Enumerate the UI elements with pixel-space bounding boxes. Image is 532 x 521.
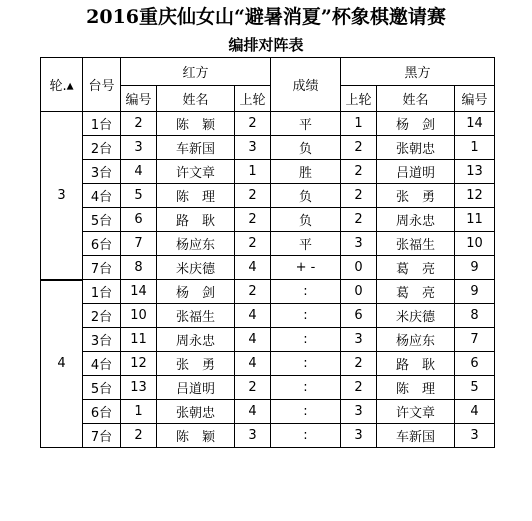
red-no-cell: 13 <box>121 376 157 400</box>
red-name-cell: 陈 理 <box>157 184 235 208</box>
black-no-cell: 14 <box>455 112 495 136</box>
table-row <box>41 160 495 184</box>
red-no-cell: 8 <box>121 256 157 280</box>
black-prev-cell: 3 <box>341 232 377 256</box>
black-side-header: 黑方 <box>341 58 495 86</box>
black-name-cell: 杨应东 <box>377 328 455 352</box>
table-row <box>41 280 495 304</box>
black-no-cell: 5 <box>455 376 495 400</box>
table-row <box>41 352 495 376</box>
red-name-cell: 米庆德 <box>157 256 235 280</box>
page-title: 2016重庆仙女山“避暑消夏”杯象棋邀请赛 <box>86 6 446 28</box>
result-cell: : <box>271 424 341 448</box>
red-no-cell: 6 <box>121 208 157 232</box>
black-prev-cell: 2 <box>341 184 377 208</box>
board-cell: 7台 <box>83 256 121 280</box>
red-no-cell: 1 <box>121 400 157 424</box>
red-name-cell: 路 耿 <box>157 208 235 232</box>
red-no-cell: 2 <box>121 424 157 448</box>
table-row <box>41 136 495 160</box>
board-cell: 3台 <box>83 160 121 184</box>
round-cell: 3 <box>41 112 83 280</box>
board-cell: 2台 <box>83 136 121 160</box>
board-cell: 6台 <box>83 232 121 256</box>
black-no-cell: 4 <box>455 400 495 424</box>
round-cell: 4 <box>41 280 83 448</box>
black-name-cell: 车新国 <box>377 424 455 448</box>
red-prev-cell: 2 <box>235 376 271 400</box>
red-prev-cell: 2 <box>235 184 271 208</box>
board-cell: 5台 <box>83 376 121 400</box>
red-name-cell: 张 勇 <box>157 352 235 376</box>
result-cell: 负 <box>271 208 341 232</box>
result-cell: : <box>271 376 341 400</box>
black-name-cell: 葛 亮 <box>377 256 455 280</box>
black-prev-cell: 0 <box>341 256 377 280</box>
red-name-cell: 张福生 <box>157 304 235 328</box>
red-no-cell: 7 <box>121 232 157 256</box>
black-name-cell: 路 耿 <box>377 352 455 376</box>
red-prev-cell: 3 <box>235 136 271 160</box>
red-no-cell: 10 <box>121 304 157 328</box>
black-prev-cell: 0 <box>341 280 377 304</box>
black-no-cell: 1 <box>455 136 495 160</box>
black-name-cell: 张福生 <box>377 232 455 256</box>
result-cell: 负 <box>271 184 341 208</box>
result-cell: : <box>271 328 341 352</box>
red-name-cell: 吕道明 <box>157 376 235 400</box>
red-no-cell: 14 <box>121 280 157 304</box>
black-no-cell: 6 <box>455 352 495 376</box>
table-row <box>41 112 495 136</box>
table-row <box>41 184 495 208</box>
result-cell: 负 <box>271 136 341 160</box>
black-name-cell: 米庆德 <box>377 304 455 328</box>
black-prev-cell: 2 <box>341 352 377 376</box>
board-cell: 7台 <box>83 424 121 448</box>
black-prev-cell: 3 <box>341 328 377 352</box>
page-subtitle: 编排对阵表 <box>228 36 304 54</box>
red-prev-cell: 4 <box>235 400 271 424</box>
board-cell: 4台 <box>83 184 121 208</box>
result-cell: 平 <box>271 112 341 136</box>
result-cell: : <box>271 304 341 328</box>
table-row <box>41 400 495 424</box>
result-cell: : <box>271 352 341 376</box>
black-prev-cell: 1 <box>341 112 377 136</box>
black-name-cell: 杨 剑 <box>377 112 455 136</box>
header-row-1 <box>41 58 495 86</box>
red-prev-header: 上轮 <box>235 86 271 112</box>
board-cell: 6台 <box>83 400 121 424</box>
red-no-cell: 11 <box>121 328 157 352</box>
sort-up-icon[interactable]: ▲ <box>66 81 74 92</box>
red-prev-cell: 2 <box>235 208 271 232</box>
black-prev-cell: 3 <box>341 400 377 424</box>
black-no-cell: 9 <box>455 280 495 304</box>
red-side-header: 红方 <box>121 58 271 86</box>
board-cell: 3台 <box>83 328 121 352</box>
black-name-cell: 周永忠 <box>377 208 455 232</box>
red-name-cell: 张朝忠 <box>157 400 235 424</box>
black-no-cell: 3 <box>455 424 495 448</box>
black-prev-cell: 3 <box>341 424 377 448</box>
black-no-cell: 11 <box>455 208 495 232</box>
round-header-label: 轮. <box>49 79 67 94</box>
board-cell: 4台 <box>83 352 121 376</box>
black-prev-cell: 2 <box>341 376 377 400</box>
result-header: 成绩 <box>271 58 341 112</box>
red-prev-cell: 1 <box>235 160 271 184</box>
board-cell: 1台 <box>83 112 121 136</box>
black-prev-cell: 2 <box>341 160 377 184</box>
black-name-cell: 张 勇 <box>377 184 455 208</box>
black-prev-cell: 2 <box>341 208 377 232</box>
table-row <box>41 208 495 232</box>
table-body <box>41 112 495 448</box>
result-cell: 胜 <box>271 160 341 184</box>
table-row <box>41 328 495 352</box>
table-row <box>41 376 495 400</box>
board-header: 台号 <box>83 58 121 112</box>
red-prev-cell: 3 <box>235 424 271 448</box>
black-no-cell: 9 <box>455 256 495 280</box>
black-name-header: 姓名 <box>377 86 455 112</box>
black-no-cell: 8 <box>455 304 495 328</box>
round-header[interactable] <box>41 58 83 112</box>
black-prev-header: 上轮 <box>341 86 377 112</box>
board-cell: 2台 <box>83 304 121 328</box>
result-cell: + - <box>271 256 341 280</box>
red-name-cell: 陈 颖 <box>157 424 235 448</box>
red-prev-cell: 4 <box>235 328 271 352</box>
red-name-cell: 许文章 <box>157 160 235 184</box>
result-cell: 平 <box>271 232 341 256</box>
black-prev-cell: 6 <box>341 304 377 328</box>
red-no-cell: 2 <box>121 112 157 136</box>
board-cell: 1台 <box>83 280 121 304</box>
red-no-cell: 12 <box>121 352 157 376</box>
table-row <box>41 256 495 280</box>
black-name-cell: 吕道明 <box>377 160 455 184</box>
black-no-cell: 13 <box>455 160 495 184</box>
black-name-cell: 陈 理 <box>377 376 455 400</box>
red-prev-cell: 2 <box>235 112 271 136</box>
red-no-cell: 4 <box>121 160 157 184</box>
table-row <box>41 304 495 328</box>
red-prev-cell: 4 <box>235 304 271 328</box>
red-no-cell: 3 <box>121 136 157 160</box>
black-prev-cell: 2 <box>341 136 377 160</box>
result-cell: : <box>271 400 341 424</box>
red-prev-cell: 2 <box>235 280 271 304</box>
black-name-cell: 张朝忠 <box>377 136 455 160</box>
black-no-cell: 12 <box>455 184 495 208</box>
black-no-header: 编号 <box>455 86 495 112</box>
result-cell: : <box>271 280 341 304</box>
table-row <box>41 424 495 448</box>
black-no-cell: 10 <box>455 232 495 256</box>
black-name-cell: 葛 亮 <box>377 280 455 304</box>
red-no-header: 编号 <box>121 86 157 112</box>
red-prev-cell: 2 <box>235 232 271 256</box>
red-prev-cell: 4 <box>235 256 271 280</box>
pairings-table <box>40 57 495 448</box>
red-name-cell: 车新国 <box>157 136 235 160</box>
red-no-cell: 5 <box>121 184 157 208</box>
board-cell: 5台 <box>83 208 121 232</box>
black-name-cell: 许文章 <box>377 400 455 424</box>
red-name-cell: 杨 剑 <box>157 280 235 304</box>
table-row <box>41 232 495 256</box>
red-name-cell: 周永忠 <box>157 328 235 352</box>
black-no-cell: 7 <box>455 328 495 352</box>
red-prev-cell: 4 <box>235 352 271 376</box>
red-name-cell: 陈 颖 <box>157 112 235 136</box>
red-name-header: 姓名 <box>157 86 235 112</box>
red-name-cell: 杨应东 <box>157 232 235 256</box>
